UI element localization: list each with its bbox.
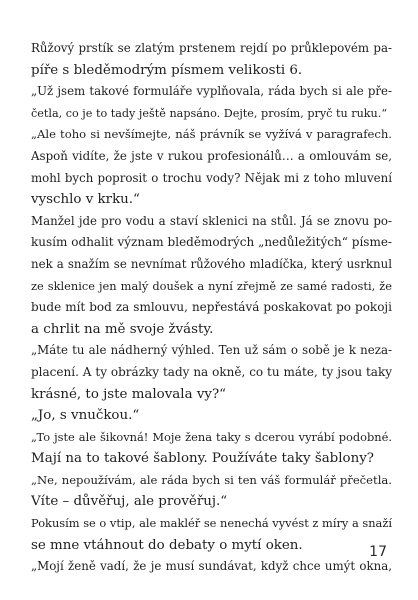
text-line: Manžel jde pro vodu a staví sklenici na stůl. Já se znovu po-	[31, 213, 392, 228]
body-text	[31, 38, 392, 578]
text-line: „Už jsem takové formuláře vyplňovala, ráda bych si ale pře-	[31, 84, 392, 99]
text-line: kusím odhalit význam bleděmodrých „nedůležitých“ písme-	[31, 235, 392, 250]
text-line: Aspoň vidíte, že jste v rukou profesionálů… a omlouvám se,	[31, 148, 392, 163]
text-line: četla, co je to tady ještě napsáno. Dejte, prosím, pryč tu ruku.“	[31, 106, 388, 120]
text-line: ze sklenice jen malý doušek a nyní zřejmě ze samé radosti, že	[31, 278, 392, 293]
text-line: Víte – důvěřuj, ale prověřuj.“	[31, 494, 228, 510]
text-line: se mne vtáhnout do debaty o mytí oken.	[31, 537, 303, 553]
text-line: „Jo, s vnučkou.“	[31, 408, 140, 424]
text-line: „Ale toho si nevšímejte, náš právník se vyžívá v paragrafech.	[31, 127, 392, 142]
text-line: „Ne, nepoužívám, ale ráda bych si ten váš formulář přečetla.	[31, 472, 392, 487]
text-line: „Máte tu ale nádherný výhled. Ten už sám o sobě je k neza-	[31, 343, 392, 358]
text-line: „Mojí ženě vadí, že je musí sundávat, když chce umýt okna,	[31, 559, 392, 574]
text-line: a chrlit na mě svoje žvásty.	[31, 321, 214, 337]
text-line: vyschlo v krku.“	[31, 192, 140, 208]
text-line: krásné, to jste malovala vy?“	[31, 386, 226, 402]
text-line: nek a snažím se nevnímat růžového mladíčka, který usrknul	[31, 256, 392, 271]
text-line: Růžový prstík se zlatým prstenem rejdí po průklepovém pa-	[31, 41, 392, 55]
text-line: píře s bleděmodrým písmem velikosti 6.	[31, 62, 303, 78]
text-line: Mají na to takové šablony. Používáte taky šablony?	[31, 451, 374, 467]
text-line: mohl bych poprosit o trochu vody? Nějak mi z toho mluvení	[31, 170, 392, 185]
text-line: „To jste ale šikovná! Moje žena taky s dcerou vyrábí podobné.	[31, 429, 392, 444]
text-line: placení. A ty obrázky tady na okně, co tu máte, ty jsou taky	[31, 364, 392, 379]
text-line: Pokusím se o vtip, ale makléř se nenechá vyvést z míry a snaží	[31, 516, 392, 531]
page-number: 17	[369, 544, 387, 560]
text-line: bude mít bod za smlouvu, nepřestává poskakovat po pokoji	[31, 300, 392, 315]
